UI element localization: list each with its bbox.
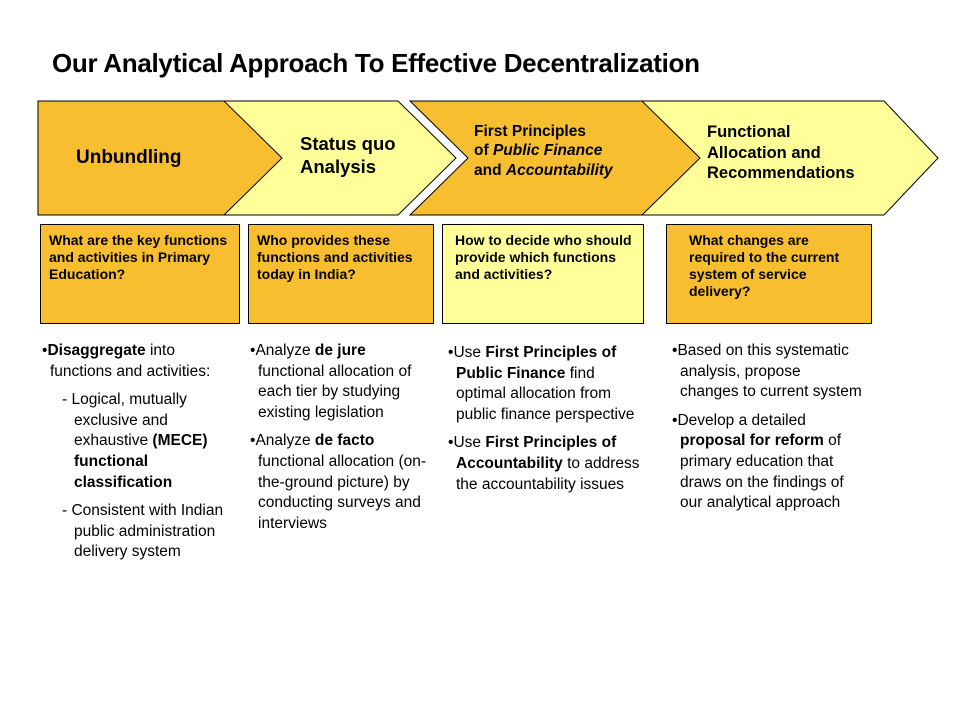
question-box-4: What changes are required to the current system of service delivery? bbox=[666, 224, 872, 324]
question-box-2: Who provides these functions and activities today in India? bbox=[248, 224, 434, 324]
column-3-text bbox=[448, 343, 644, 503]
bullet-de-facto: •Analyze de facto functional allocation (on-the-ground picture) by conducting surveys and interviews bbox=[250, 432, 427, 532]
bullet-public-finance: •Use First Principles of Public Finance find optimal allocation from public finance perspective bbox=[448, 344, 635, 423]
column-4-text bbox=[672, 341, 862, 522]
bullet-accountability: •Use First Principles of Accountability to address the accountability issues bbox=[448, 434, 640, 493]
column-1-text bbox=[42, 341, 238, 571]
stage-3-label: First Principles of Public Finance and Accountability bbox=[474, 123, 613, 179]
stage-4-label: Functional Allocation and Recommendations bbox=[707, 123, 855, 183]
stage-2-label: Status quo Analysis bbox=[300, 133, 396, 178]
column-2-text bbox=[250, 341, 434, 542]
stage-1-label: Unbundling bbox=[76, 147, 182, 168]
sub-bullet-mece: - Logical, mutually exclusive and exhaustive (MECE) functional classification bbox=[62, 391, 208, 491]
bullet-disaggregate: •Disaggregate into functions and activities: bbox=[42, 342, 211, 380]
bullet-proposal-for-reform: •Develop a detailed proposal for reform of primary education that draws on the findings of our analytical approach bbox=[672, 411, 844, 512]
question-box-3: How to decide who should provide which functions and activities? bbox=[442, 224, 644, 324]
question-box-1: What are the key functions and activities in Primary Education? bbox=[40, 224, 240, 324]
sub-bullet-consistent: - Consistent with Indian public administration delivery system bbox=[62, 502, 224, 561]
bullet-based-on-analysis: •Based on this systematic analysis, propose changes to current system bbox=[672, 342, 862, 401]
slide-title: Our Analytical Approach To Effective Decentralization bbox=[52, 48, 700, 78]
process-chevron-diagram bbox=[0, 0, 960, 230]
bullet-de-jure: •Analyze de jure functional allocation of each tier by studying existing legislation bbox=[250, 342, 412, 421]
